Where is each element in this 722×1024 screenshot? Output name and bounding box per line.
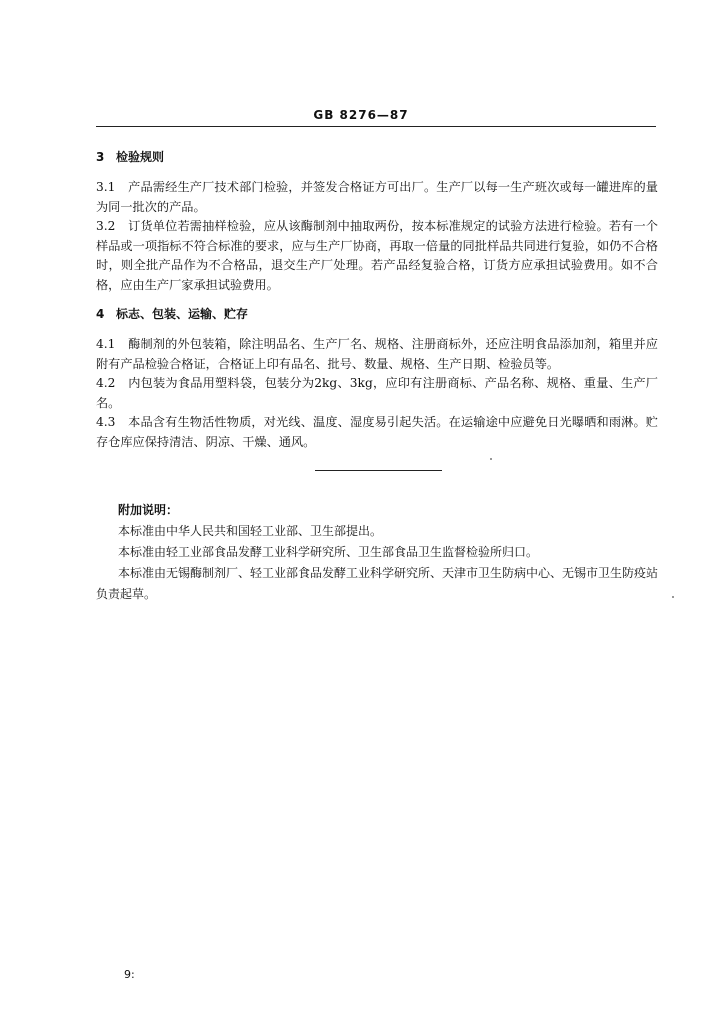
- appendix: [96, 500, 658, 605]
- clause-4-2: [96, 374, 658, 413]
- end-rule: [315, 470, 442, 471]
- clause-text: 酶制剂的外包装箱，除注明品名、生产厂名、规格、注册商标外，还应注明食品添加剂，箱里并应附有产品检验合格证，合格证上印有品名、批号、数量、规格、生产日期、检验员等。: [96, 337, 658, 371]
- clause-text: 内包装为食品用塑料袋，包装分为2kg、3kg，应印有注册商标、产品名称、规格、重量、生产厂名。: [96, 376, 658, 410]
- appendix-heading: 附加说明：: [118, 503, 179, 517]
- clause-number: 4.1: [96, 337, 116, 351]
- section-3-heading: 检验规则: [116, 150, 165, 164]
- scan-speck: [672, 596, 674, 598]
- clause-number: 3.1: [96, 180, 116, 194]
- appendix-line: 本标准由轻工业部食品发酵工业科学研究所、卫生部食品卫生监督检验所归口。: [118, 545, 539, 559]
- appendix-line: 本标准由无锡酶制剂厂、轻工业部食品发酵工业科学研究所、天津市卫生防病中心、无锡市卫生防疫站负责起草。: [96, 566, 659, 601]
- standard-code: GB 8276—87: [313, 108, 409, 122]
- clause-text: 本品含有生物活性物质，对光线、温度、湿度易引起失活。在运输途中应避免日光曝晒和雨淋。贮存仓库应保持清洁、阴凉、干燥、通风。: [96, 415, 658, 449]
- clause-text: 订货单位若需抽样检验，应从该酶制剂中抽取两份，按本标准规定的试验方法进行检验。若有一个样品或一项指标不符合标准的要求，应与生产厂协商，再取一倍量的同批样品共同进行复验，如仍不合格时，则全批产品作为不合格品，退交生产厂处理。若产品经复验合格，订货方应承担试验费用。如不合格，应由生产厂家承担试验费用。: [96, 219, 658, 292]
- scan-speck: [490, 458, 492, 460]
- clause-4-3: [96, 413, 658, 452]
- clause-4-1: [96, 335, 658, 374]
- clause-number: 4.2: [96, 376, 116, 390]
- section-4-number: 4: [96, 307, 105, 321]
- section-3-number: 3: [96, 150, 105, 164]
- header-rule: [96, 126, 656, 127]
- clause-number: 3.2: [96, 219, 116, 233]
- section-4-title: [96, 305, 658, 325]
- spacer: [96, 295, 658, 305]
- clause-3-2: [96, 217, 658, 295]
- clause-text: 产品需经生产厂技术部门检验，并签发合格证方可出厂。生产厂以每一生产班次或每一罐进库的量为同一批次的产品。: [96, 180, 658, 214]
- clause-number: 4.3: [96, 415, 116, 429]
- page-number: 9:: [124, 968, 135, 981]
- section-3-title: [96, 148, 658, 168]
- section-4-heading: 标志、包装、运输、贮存: [116, 307, 249, 321]
- appendix-line: 本标准由中华人民共和国轻工业部、卫生部提出。: [118, 524, 383, 538]
- clause-3-1: [96, 178, 658, 217]
- document-body: [96, 148, 658, 452]
